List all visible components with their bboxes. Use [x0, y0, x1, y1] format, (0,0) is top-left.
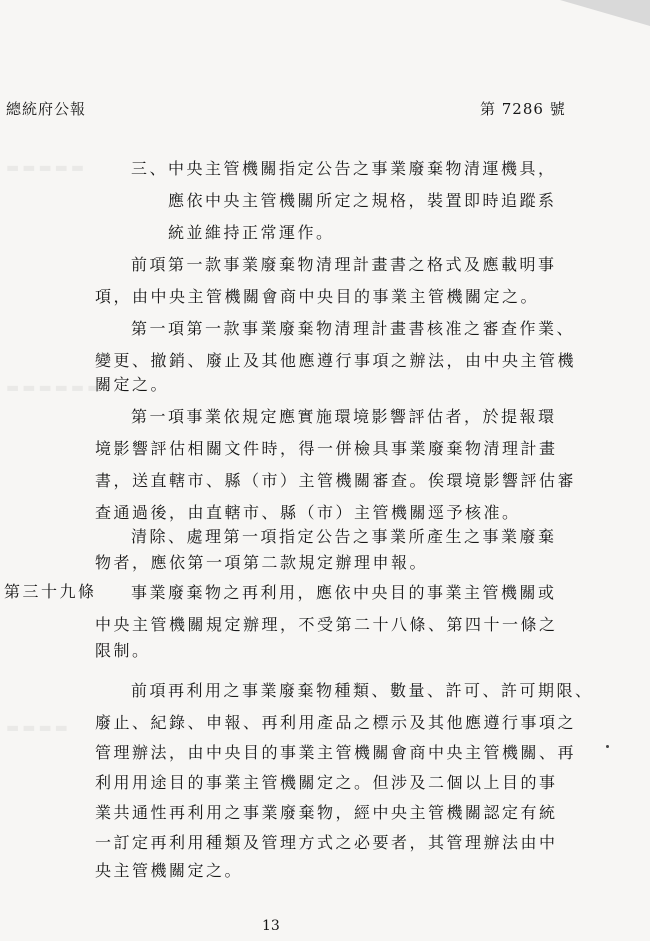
text-line: 第一項第一款事業廢棄物清理計畫書核准之審查作業、	[131, 319, 576, 338]
issue-number: 第 7286 號	[480, 100, 566, 118]
text-line: 前項第一款事業廢棄物清理計畫書之格式及應載明事	[131, 255, 557, 274]
text-line: 應依中央主管機關所定之規格，裝置即時追蹤系	[168, 191, 557, 210]
text-line: 物者，應依第一項第二款規定辦理申報。	[95, 553, 429, 572]
scan-speck	[606, 745, 609, 748]
text-line: 境影響評估相關文件時，得一併檢具事業廢棄物清理計畫	[95, 439, 558, 458]
text-line: 限制。	[95, 641, 151, 660]
text-line: 前項再利用之事業廢棄物種類、數量、許可、許可期限、	[131, 681, 594, 700]
page-corner-curl	[560, 0, 650, 26]
text-line: 清除、處理第一項指定公告之事業所產生之事業廢棄	[131, 527, 557, 546]
text-line: 業共通性再利用之事業廢棄物，經中央主管機關認定有統	[95, 803, 558, 822]
text-line: 央主管機關定之。	[95, 861, 244, 880]
bleed-through-mark: ▬▬▬▬▬▬	[6, 380, 104, 396]
bleed-through-mark: ▬▬▬▬	[6, 720, 71, 736]
article-number: 第三十九條	[4, 582, 97, 601]
text-line: 管理辦法，由中央目的事業主管機關會商中央主管機關、再	[95, 743, 577, 762]
bleed-through-mark: ▬▬▬▬▬	[6, 160, 88, 176]
text-line: 一訂定再利用種類及管理方式之必要者，其管理辦法由中	[95, 833, 558, 852]
text-line: 三、中央主管機關指定公告之事業廢棄物清運機具，	[131, 159, 557, 178]
text-line: 中央主管機關規定辦理，不受第二十八條、第四十一條之	[95, 615, 558, 634]
text-line: 查通過後，由直轄市、縣（市）主管機關逕予核准。	[95, 503, 521, 522]
text-line: 變更、撤銷、廢止及其他應遵行事項之辦法，由中央主管機	[95, 351, 577, 370]
text-line: 關定之。	[95, 375, 170, 394]
text-line: 書，送直轄市、縣（市）主管機關審查。俟環境影響評估審	[95, 471, 577, 490]
text-line: 利用用途目的事業主管機關定之。但涉及二個以上目的事	[95, 773, 558, 792]
text-line: 項，由中央主管機關會商中央目的事業主管機關定之。	[95, 287, 540, 306]
text-line: 廢止、紀錄、申報、再利用產品之標示及其他應遵行事項之	[95, 713, 577, 732]
gazette-title: 總統府公報	[6, 100, 87, 118]
text-line: 第一項事業依規定應實施環境影響評估者，於提報環	[131, 407, 557, 426]
text-line: 統並維持正常運作。	[168, 223, 335, 242]
page-number: 13	[262, 918, 280, 934]
text-line: 事業廢棄物之再利用，應依中央目的事業主管機關或	[131, 583, 557, 602]
